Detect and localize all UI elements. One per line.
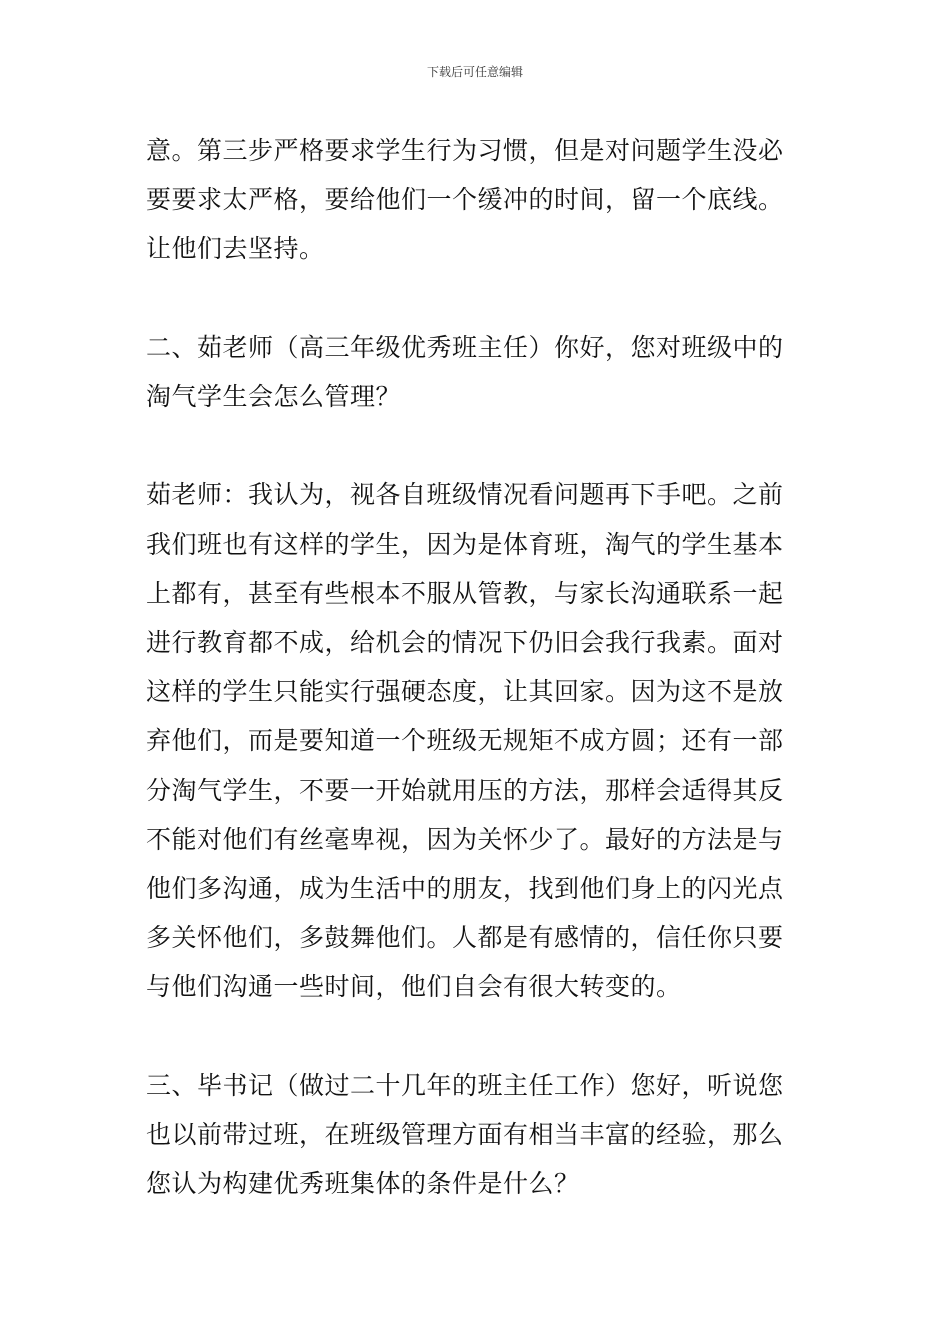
text-line: 多关怀他们，多鼓舞他们。人都是有感情的，信任你只要: [146, 923, 784, 953]
text-line: 茹老师：我认为，视各自班级情况看问题再下手吧。之前: [146, 480, 784, 510]
text-line: 淘气学生会怎么管理？: [146, 382, 402, 411]
text-line: 进行教育都不成，给机会的情况下仍旧会我行我素。面对: [146, 628, 784, 657]
paragraph-4: [146, 1061, 810, 1209]
paragraph-gap: [146, 1012, 810, 1061]
text-line: 与他们沟通一些时间，他们自会有很大转变的。: [146, 972, 682, 1002]
text-line: 让他们去坚持。: [146, 234, 325, 264]
text-line: 二、茹老师（高三年级优秀班主任）你好，您对班级中的: [146, 332, 784, 362]
paragraph-gap: [146, 421, 810, 470]
text-line: 三、毕书记（做过二十几年的班主任工作）您好，听说您: [146, 1070, 784, 1100]
text-line: 弃他们，而是要知道一个班级无规矩不成方圆；还有一部: [146, 726, 784, 756]
document-body: [146, 126, 810, 1208]
text-line: 分淘气学生，不要一开始就用压的方法，那样会适得其反: [146, 775, 784, 805]
text-line: 我们班也有这样的学生，因为是体育班，淘气的学生基本: [146, 529, 784, 559]
text-line: 这样的学生只能实行强硬态度，让其回家。因为这不是放: [146, 677, 784, 707]
text-line: 上都有，甚至有些根本不服从管教，与家长沟通联系一起: [146, 578, 784, 608]
text-line: 要要求太严格，要给他们一个缓冲的时间，留一个底线。: [146, 185, 784, 215]
text-line: 您认为构建优秀班集体的条件是什么？: [146, 1169, 580, 1199]
paragraph-1: [146, 126, 810, 274]
page-header: 下载后可任意编辑: [426, 65, 523, 79]
text-line: 也以前带过班，在班级管理方面有相当丰富的经验，那么: [146, 1120, 784, 1150]
text-line: 不能对他们有丝毫卑视，因为关怀少了。最好的方法是与: [146, 824, 784, 854]
text-line: 意。第三步严格要求学生行为习惯，但是对问题学生没必: [146, 136, 784, 165]
paragraph-3: [146, 470, 810, 1011]
paragraph-gap: [146, 274, 810, 323]
paragraph-2: [146, 323, 810, 421]
text-line: 他们多沟通，成为生活中的朋友，找到他们身上的闪光点: [146, 874, 784, 904]
